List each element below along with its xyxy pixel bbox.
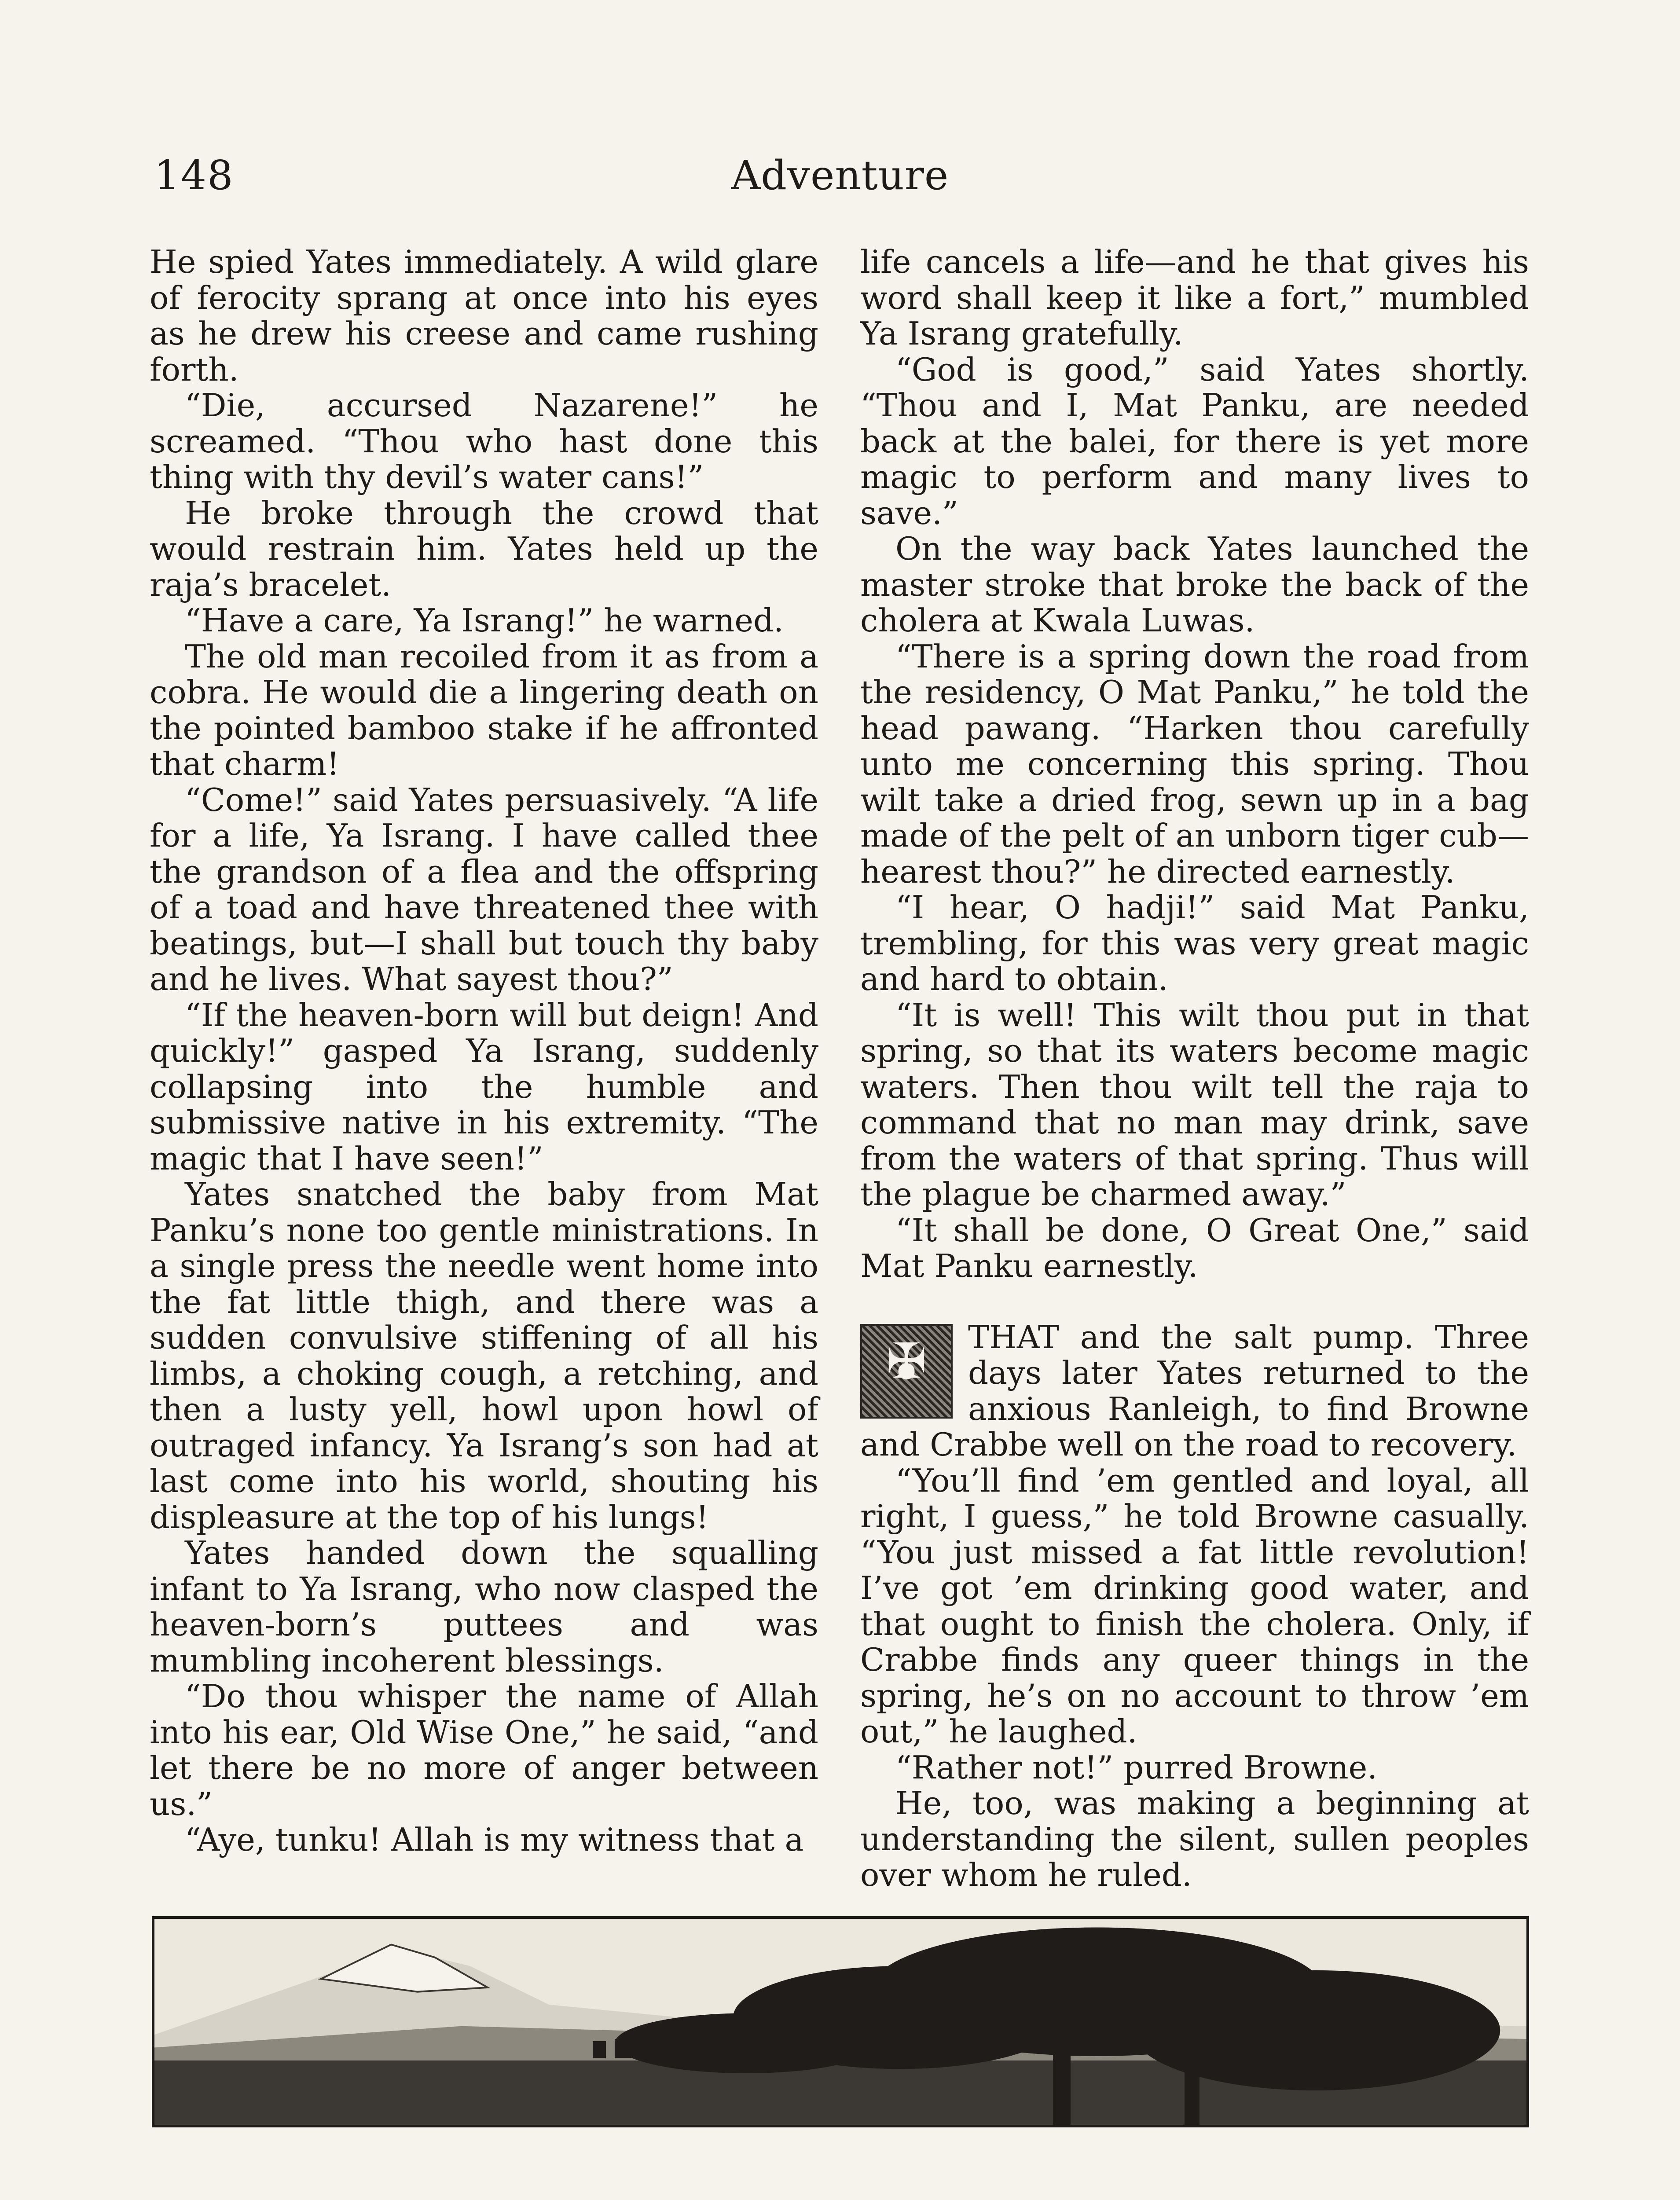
paragraph: “I hear, O hadji!” said Mat Panku, trembling, for this was very great magic and hard to obtain. xyxy=(860,889,1529,997)
landscape-illustration xyxy=(152,1916,1529,2127)
paragraph: “If the heaven-born will but deign! And quickly!” gasped Ya Israng, suddenly collapsing into the humble and submissive native in his extremity. “The magic that I have seen!” xyxy=(150,996,818,1177)
paragraph: He spied Yates immediately. A wild glare of ferocity sprang at once into his eyes as he drew his creese and came rushing forth. xyxy=(150,243,818,388)
paragraph: “There is a spring down the road from the residency, O Mat Panku,” he told the head pawang. “Harken thou carefully unto me concerning this spring. Thou wilt take a dried frog, sewn up in a bag made of the pelt of an unborn tiger cub—hearest thou?” he directed earnestly. xyxy=(860,638,1529,890)
paragraph: life cancels a life—and he that gives his word shall keep it like a fort,” mumbled Ya Israng gratefully. xyxy=(860,243,1529,352)
ornamental-drop-cap-icon xyxy=(860,1324,953,1419)
paragraph: On the way back Yates launched the master stroke that broke the back of the cholera at Kwala Luwas. xyxy=(860,530,1529,639)
right-column xyxy=(860,244,1529,1893)
page-header xyxy=(154,152,1526,222)
paragraph: “Aye, tunku! Allah is my witness that a xyxy=(185,1821,804,1858)
paragraph: “You’ll find ’em gentled and loyal, all right, I guess,” he told Browne casually. “You just missed a fat little revolution! I’ve got ’em drinking good water, and that ought to finish the cholera. Only, if Crabbe finds any queer things in the spring, he’s on no account to throw ’em out,” he laughed. xyxy=(860,1462,1529,1750)
magazine-title: Adventure xyxy=(731,152,949,199)
paragraph: “Come!” said Yates persuasively. “A life for a life, Ya Israng. I have called thee the grandson of a flea and the offspring of a toad and have threatened thee with beatings, but—I shall but touch thy baby and he lives. What sayest thou?” xyxy=(150,781,818,997)
paragraph: THAT and the salt pump. Three days later Yates returned to the anxious Ranleigh, to find Browne and Crabbe well on the road to recovery. xyxy=(860,1318,1529,1463)
left-column xyxy=(150,244,818,1858)
landscape-engraving xyxy=(154,1919,1526,2125)
paragraph: He, too, was making a beginning at understanding the silent, sullen peoples over whom he ruled. xyxy=(860,1785,1529,1893)
paragraph: “Have a care, Ya Israng!” he warned. xyxy=(185,602,784,639)
paragraph: The old man recoiled from it as from a cobra. He would die a lingering death on the pointed bamboo stake if he affronted that charm! xyxy=(150,638,818,782)
paragraph: “It shall be done, O Great One,” said Mat Panku earnestly. xyxy=(860,1211,1529,1284)
paragraph: “Rather not!” purred Browne. xyxy=(895,1749,1378,1786)
paragraph: He broke through the crowd that would restrain him. Yates held up the raja’s bracelet. xyxy=(150,494,818,603)
page-number: 148 xyxy=(154,152,234,199)
paragraph: Yates snatched the baby from Mat Panku’s none too gentle ministrations. In a single press the needle went home into the fat little thigh, and there was a sudden convulsive stiffening of all his limbs, a choking cough, a retching, and then a lusty yell, howl upon howl of outraged infancy. Ya Israng’s son had at last come into his world, shouting his displeasure at the top of his lungs! xyxy=(150,1176,818,1536)
paragraph: “God is good,” said Yates shortly. “Thou and I, Mat Panku, are needed back at the balei, for there is yet more magic to perform and many lives to save.” xyxy=(860,351,1529,532)
paragraph: “Do thou whisper the name of Allah into his ear, Old Wise One,” he said, “and let there be no more of anger between us.” xyxy=(150,1678,818,1822)
section-opening xyxy=(860,1320,1529,1463)
paragraph: “It is well! This wilt thou put in that spring, so that its waters become magic waters. Then thou wilt tell the raja to command that no man may drink, save from the waters of that spring. Thus will the plague be charmed away.” xyxy=(860,996,1529,1213)
paragraph: Yates handed down the squalling infant to Ya Israng, who now clasped the heaven-born’s puttees and was mumbling incoherent blessings. xyxy=(150,1534,818,1679)
paragraph: “Die, accursed Nazarene!” he screamed. “Thou who hast done this thing with thy devil’s water cans!” xyxy=(150,387,818,495)
